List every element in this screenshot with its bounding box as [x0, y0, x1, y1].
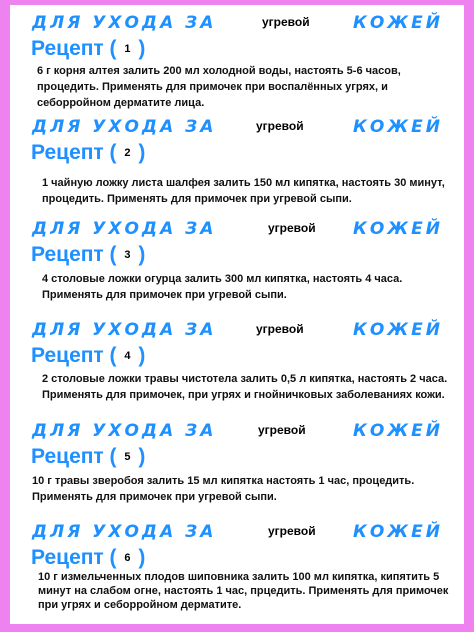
header-right: КОЖЕЙ [353, 522, 443, 542]
recipe-text: 4 столовые ложки огурца залить 300 мл кипятка, настоять 4 часа. Применять для примочек при угревой сыпи. [42, 273, 403, 301]
recipe-text: 2 столовые ложки травы чистотела залить 0,5 л кипятка, настоять 2 часа. Применять для примочек, при угрях и гнойничковых заболеваниях кожи. [42, 373, 448, 401]
recipe-close-paren: ) [138, 445, 146, 468]
header-left: ДЛЯ УХОДА ЗА [32, 421, 217, 441]
recipe-title [31, 445, 145, 469]
recipe-title [31, 546, 145, 570]
recipe-sheet [10, 5, 464, 624]
recipe-close-paren: ) [138, 546, 146, 569]
recipe-number: 3 [124, 249, 131, 262]
recipe-title [31, 243, 145, 267]
recipe-text: 10 г травы зверобоя залить 15 мл кипятка настоять 1 час, процедить. Применять для примочек при угревой сыпи. [32, 475, 415, 503]
header-middle: угревой [256, 119, 304, 133]
recipe-close-paren: ) [138, 243, 146, 266]
header-middle: угревой [268, 221, 316, 235]
header-middle: угревой [262, 15, 310, 29]
recipe-word: Рецепт ( [31, 243, 117, 266]
recipe-text: 6 г корня алтея залить 200 мл холодной воды, настоять 5-6 часов, процедить. Применять для примочек при воспалённых угрях, и себорройном дерматите лица. [37, 65, 401, 109]
recipe-title [31, 141, 145, 165]
recipe-word: Рецепт ( [31, 141, 117, 164]
header-left: ДЛЯ УХОДА ЗА [32, 320, 217, 340]
recipe-title [31, 344, 145, 368]
header-right: КОЖЕЙ [353, 421, 443, 441]
header-right: КОЖЕЙ [353, 117, 443, 137]
header-middle: угревой [268, 524, 316, 538]
recipe-number: 5 [124, 451, 131, 464]
recipe-text: 10 г измельченных плодов шиповника залить 100 мл кипятка, кипятить 5 минут на слабом огне, настоять 1 час, прцедить. Применять для примочек при угрях и себорройном дерматите. [38, 571, 449, 611]
recipe-word: Рецепт ( [31, 445, 117, 468]
header-right: КОЖЕЙ [353, 219, 443, 239]
recipe-word: Рецепт ( [31, 37, 117, 60]
recipe-word: Рецепт ( [31, 546, 117, 569]
header-left: ДЛЯ УХОДА ЗА [32, 117, 217, 137]
recipe-close-paren: ) [138, 344, 146, 367]
recipe-close-paren: ) [138, 141, 146, 164]
recipe-close-paren: ) [138, 37, 146, 60]
header-left: ДЛЯ УХОДА ЗА [32, 13, 217, 33]
header-left: ДЛЯ УХОДА ЗА [32, 219, 217, 239]
recipe-number: 4 [124, 350, 131, 363]
header-right: КОЖЕЙ [353, 13, 443, 33]
header-right: КОЖЕЙ [353, 320, 443, 340]
header-left: ДЛЯ УХОДА ЗА [32, 522, 217, 542]
recipe-number: 2 [124, 147, 131, 160]
recipe-text: 1 чайную ложку листа шалфея залить 150 мл кипятка, настоять 30 минут, процедить. Применять для примочек при угревой сыпи. [42, 177, 445, 205]
recipe-number: 1 [124, 43, 131, 56]
recipe-title [31, 37, 145, 61]
recipe-number: 6 [124, 552, 131, 565]
header-middle: угревой [256, 322, 304, 336]
recipe-word: Рецепт ( [31, 344, 117, 367]
header-middle: угревой [258, 423, 306, 437]
